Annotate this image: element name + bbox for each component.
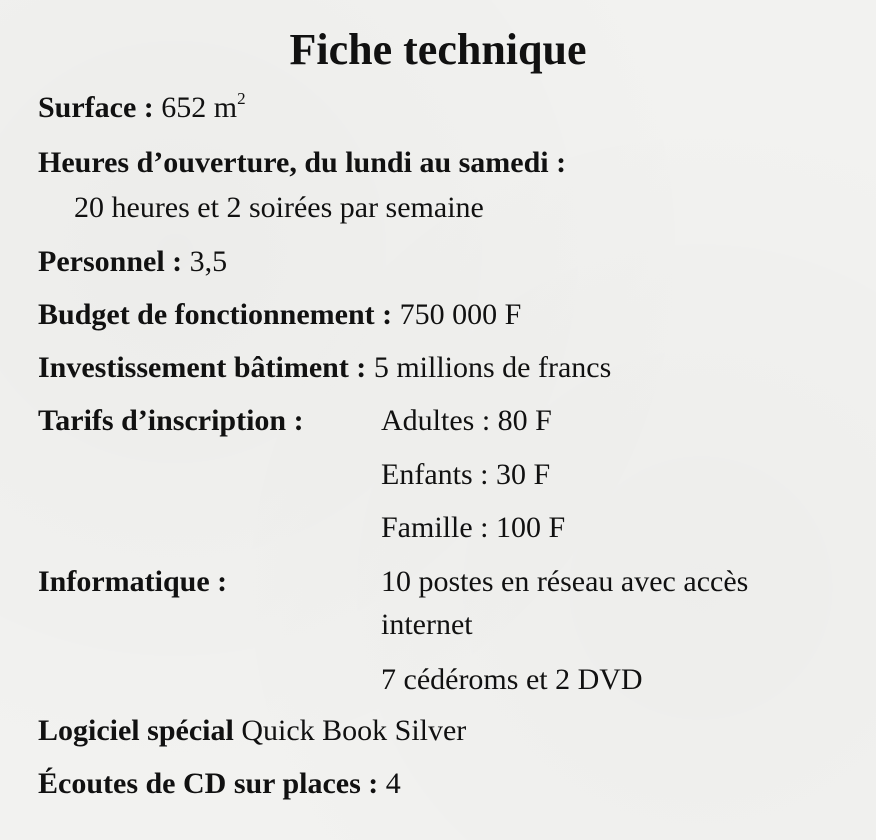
budget-row — [38, 295, 521, 335]
tarifs-row — [38, 401, 304, 441]
heures-value: 20 heures et 2 soirées par semaine — [74, 191, 484, 224]
surface-unit-exponent: 2 — [237, 89, 246, 108]
informatique-row — [38, 562, 227, 602]
investissement-value: 5 millions de francs — [373, 351, 612, 384]
tarif-item: Adultes : 80 F — [381, 404, 552, 437]
tarifs-label: Tarifs d’inscription : — [38, 404, 304, 437]
budget-value: 750 000 F — [399, 298, 522, 331]
ecoutes-value: 4 — [385, 767, 401, 800]
tarif-item: Enfants : 30 F — [381, 458, 551, 491]
tarif-item: Famille : 100 F — [381, 511, 566, 544]
logiciel-label: Logiciel spécial — [38, 714, 234, 747]
informatique-item: 7 cédéroms et 2 DVD — [381, 663, 643, 696]
personnel-row — [38, 242, 227, 282]
logiciel-row — [38, 711, 466, 751]
heures-value-row — [74, 188, 484, 228]
informatique-item: 10 postes en réseau avec accès — [381, 565, 749, 598]
surface-row — [38, 88, 246, 128]
page-title: Fiche technique — [289, 25, 587, 74]
ecoutes-row — [38, 764, 401, 804]
surface-label: Surface : — [38, 91, 154, 124]
informatique-label: Informatique : — [38, 565, 228, 598]
logiciel-value: Quick Book Silver — [241, 714, 467, 747]
surface-value — [161, 91, 245, 124]
personnel-label: Personnel : — [38, 245, 183, 278]
investissement-row — [38, 348, 611, 388]
personnel-value: 3,5 — [189, 245, 228, 278]
budget-label: Budget de fonctionnement : — [38, 298, 393, 331]
heures-label: Heures d’ouverture, du lundi au samedi : — [38, 146, 567, 179]
heures-row — [38, 143, 566, 183]
informatique-item: internet — [381, 608, 473, 641]
ecoutes-label: Écoutes de CD sur places : — [38, 767, 379, 800]
surface-number: 652 m — [161, 91, 238, 124]
investissement-label: Investissement bâtiment : — [38, 351, 367, 384]
